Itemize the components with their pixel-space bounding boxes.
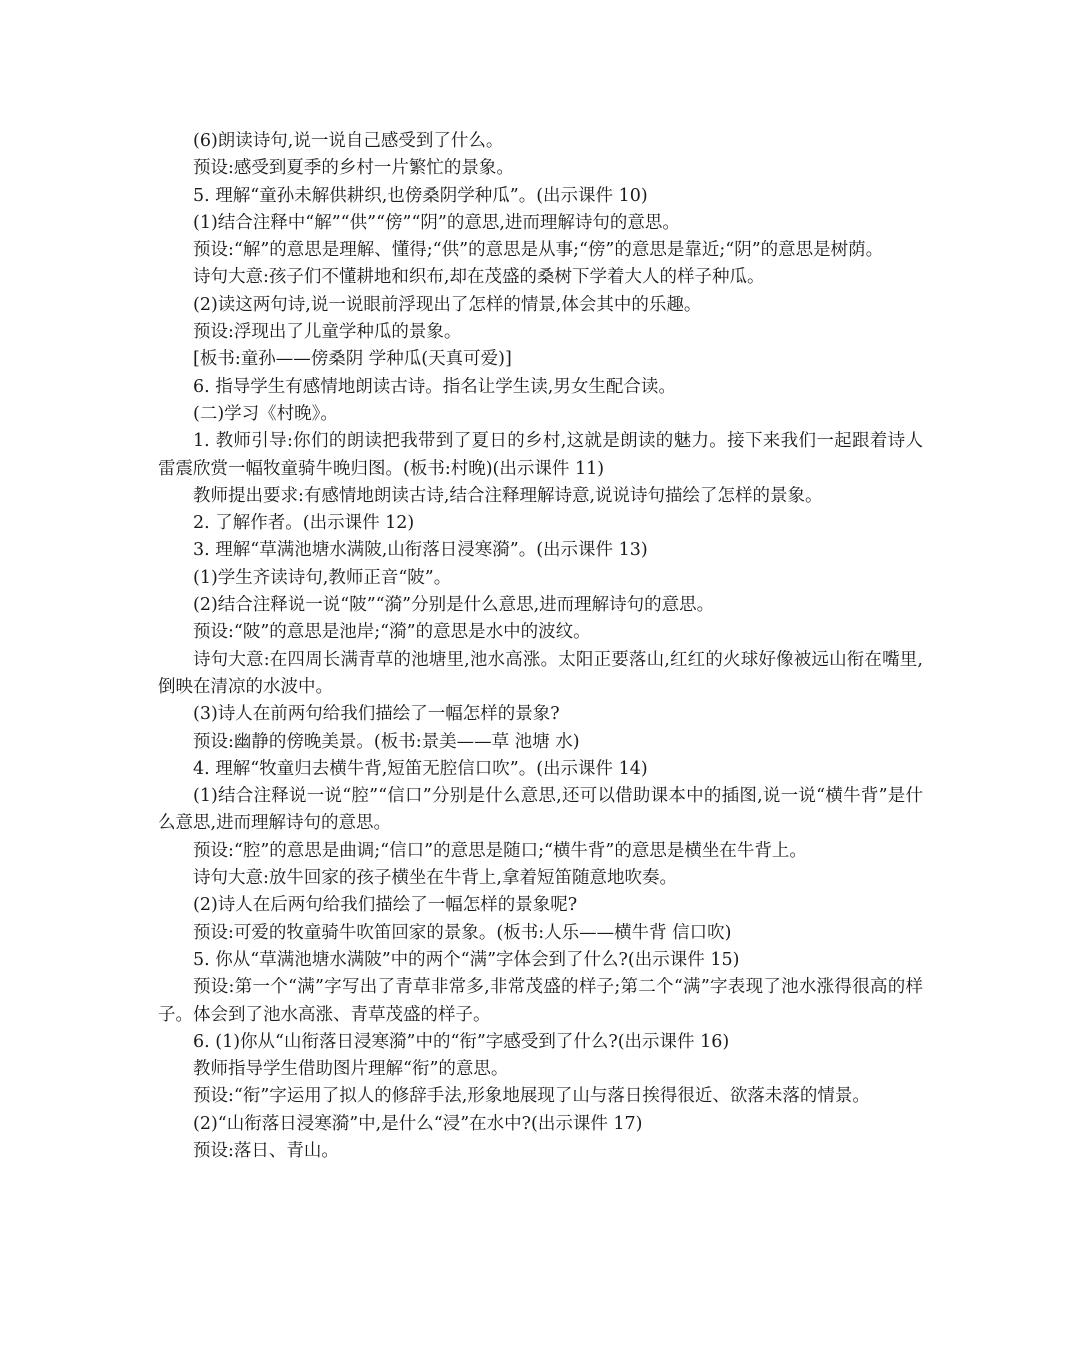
paragraph: 预设:可爱的牧童骑牛吹笛回家的景象。(板书:人乐——横牛背 信口吹): [193, 922, 732, 943]
paragraph: 预设:“陂”的意思是池岸;“漪”的意思是水中的波纹。: [193, 622, 591, 643]
paragraph: (1)结合注释说一说“腔”“信口”分别是什么意思,还可以借助课本中的插图,说一说“横牛背”是什么意思,进而理解诗句的意思。: [158, 786, 923, 834]
paragraph: (2)诗人在后两句给我们描绘了一幅怎样的景象呢?: [193, 895, 578, 916]
paragraph: 诗句大意:在四周长满青草的池塘里,池水高涨。太阳正要落山,红红的火球好像被远山衔在嘴里,倒映在清凉的水波中。: [158, 649, 923, 697]
paragraph: 5. 理解“童孙未解供耕织,也傍桑阴学种瓜”。(出示课件 10): [193, 185, 648, 206]
paragraph: 预设:幽静的傍晚美景。(板书:景美——草 池塘 水): [193, 731, 580, 752]
paragraph: 教师提出要求:有感情地朗读古诗,结合注释理解诗意,说说诗句描绘了怎样的景象。: [193, 485, 823, 506]
paragraph: (1)结合注释中“解”“供”“傍”“阴”的意思,进而理解诗句的意思。: [193, 212, 680, 233]
paragraph: 5. 你从“草满池塘水满陂”中的两个“满”字体会到了什么?(出示课件 15): [193, 949, 740, 970]
paragraph: 诗句大意:放牛回家的孩子横坐在牛背上,拿着短笛随意地吹奏。: [193, 868, 677, 889]
paragraph: 1. 教师引导:你们的朗读把我带到了夏日的乡村,这就是朗读的魅力。接下来我们一起跟着诗人雷震欣赏一幅牧童骑牛晚归图。(板书:村晚)(出示课件 11): [158, 431, 923, 479]
paragraph: 预设:“腔”的意思是曲调;“信口”的意思是随口;“横牛背”的意思是横坐在牛背上。: [193, 840, 807, 861]
paragraph: 预设:落日、青山。: [193, 1140, 339, 1161]
paragraph: 教师指导学生借助图片理解“衔”的意思。: [193, 1059, 509, 1080]
paragraph: 预设:感受到夏季的乡村一片繁忙的景象。: [193, 158, 514, 179]
paragraph: 6. 指导学生有感情地朗读古诗。指名让学生读,男女生配合读。: [193, 376, 676, 397]
paragraph: (2)结合注释说一说“陂”“漪”分别是什么意思,进而理解诗句的意思。: [193, 595, 715, 616]
paragraph: (6)朗读诗句,说一说自己感受到了什么。: [193, 131, 504, 151]
paragraph: 预设:“衔”字运用了拟人的修辞手法,形象地展现了山与落日挨得很近、欲落未落的情景。: [193, 1086, 870, 1107]
paragraph: 4. 理解“牧童归去横牛背,短笛无腔信口吹”。(出示课件 14): [193, 758, 648, 779]
paragraph: (2)读这两句诗,说一说眼前浮现出了怎样的情景,体会其中的乐趣。: [193, 294, 702, 315]
paragraph: 预设:“解”的意思是理解、懂得;“供”的意思是从事;“傍”的意思是靠近;“阴”的意思是树荫。: [193, 240, 884, 261]
paragraph: 预设:浮现出了儿童学种瓜的景象。: [193, 322, 462, 343]
paragraph: 诗句大意:孩子们不懂耕地和织布,却在茂盛的桑树下学着大人的样子种瓜。: [193, 267, 765, 288]
paragraph: 6. (1)你从“山衔落日浸寒漪”中的“衔”字感受到了什么?(出示课件 16): [193, 1031, 730, 1052]
paragraph: (1)学生齐读诗句,教师正音“陂”。: [193, 567, 452, 588]
paragraph: 2. 了解作者。(出示课件 12): [193, 513, 415, 534]
paragraph: 预设:第一个“满”字写出了青草非常多,非常茂盛的样子;第二个“满”字表现了池水涨得很高的样子。体会到了池水高涨、青草茂盛的样子。: [158, 977, 923, 1025]
section-heading: (二)学习《村晚》。: [193, 403, 338, 424]
paragraph: 3. 理解“草满池塘水满陂,山衔落日浸寒漪”。(出示课件 13): [193, 540, 648, 561]
paragraph: [板书:童孙——傍桑阴 学种瓜(天真可爱)]: [193, 349, 512, 370]
paragraph: (2)“山衔落日浸寒漪”中,是什么“浸”在水中?(出示课件 17): [193, 1113, 643, 1134]
paragraph: (3)诗人在前两句给我们描绘了一幅怎样的景象?: [193, 704, 560, 725]
document-body: [158, 128, 923, 1165]
